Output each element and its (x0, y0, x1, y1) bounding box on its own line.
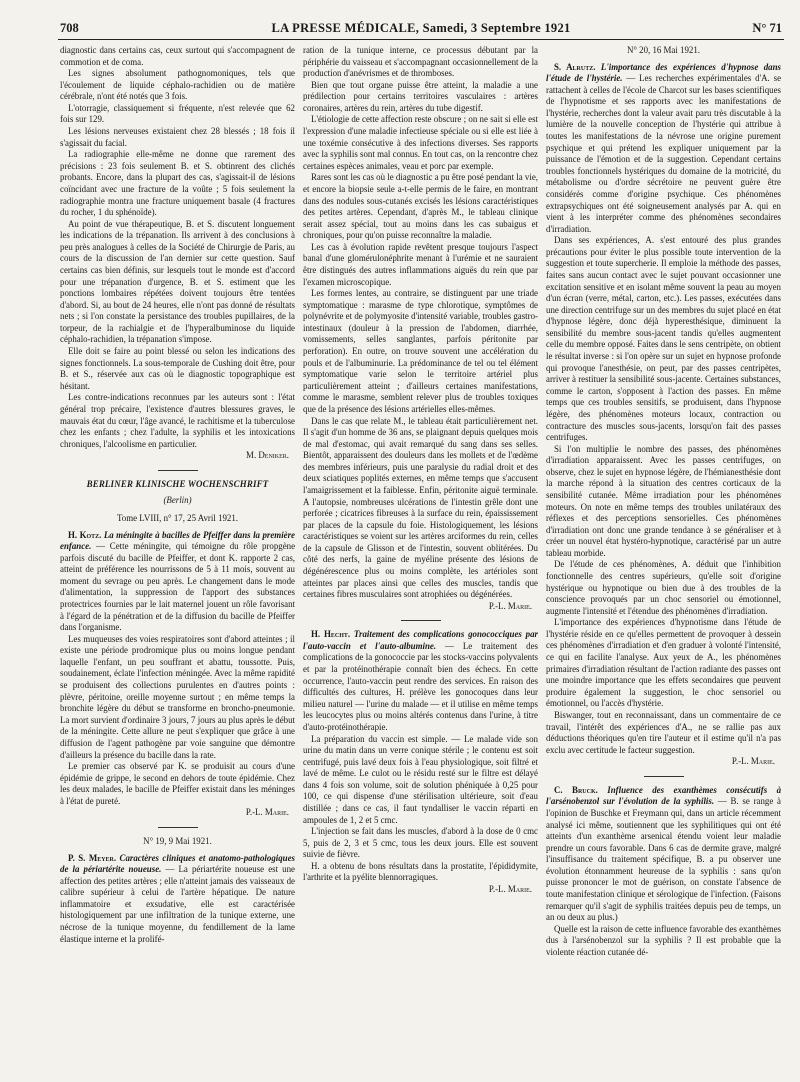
signature: P.-L. Marie. (488, 884, 532, 895)
paragraph: Elle doit se faire au point blessé ou selon les indications des signes fonctionnels. La sous-temporale de Cushing doit être, pour B. et S., réservée aux cas où le diagnostic topographique est hésitant. (60, 346, 295, 391)
paragraph: Si l'on multiplie le nombre des passes, des phénomènes d'irradiation apparaissent. Avec les passes centrifuges, on observe, chez le sujet en hypnose légère, de l'hémianesthésie dont la marche répond à la situation des centres corticaux de la sensibilité cutanée. Même irradiation pour les phénomènes moteurs. On note en même temps des troubles unilatéraux des réflexes et des perceptions sensorielles. Ces phénomènes d'irradiation ont donc une grande tendance à se généraliser et à créer un nouvel état hystéro-hypnotique, caractérisé par un autre tableau morbide. (546, 443, 781, 558)
article-text: — La périartérite noueuse est une affection des petites artères ; elle n'atteint jamais des vaisseaux de calibre supérieur à celui de l'artère hépatique. De nature inflammatoire et exsudative, elle est caractérisée histologiquement par une infiltration de la tunique externe, une nécrose de la tunique moyenne, du fendillement de la lame élastique interne et la prolifé- (60, 864, 295, 944)
section-divider (401, 620, 441, 621)
paragraph: H. a obtenu de bons résultats dans la prostatite, l'épididymite, l'arthrite et la pyélite blennorragiques. (303, 860, 538, 883)
issue-line: N° 20, 16 Mai 1921. (626, 45, 701, 55)
page-number: 708 (60, 21, 79, 35)
paragraph: Au point de vue thérapeutique, B. et S. discutent longuement les indications de la trépanation. Ils arrivent à des conclusions à peu près analogues à celles de la Société de Chirurgie de Paris, au cours de la discussion de l'an dernier sur cette question. Sauf certains cas bien définis, sur lesquels tout le monde est d'accord pour une trépanation d'urgence, B. et S. estiment que les ponctions lombaires répétées doivent toujours être tentées d'abord. Si, au bout de 24 heures, elle n'ont pas donné de résultats nets ; si l'on constate la persistance des troubles pupillaires, de la torpeur, de la rachialgie et de l'hyperalbuminose du liquide céphalo-rachidien, la trépanation s'impose. (60, 218, 295, 345)
article-paragraph (303, 629, 538, 733)
signature: P.-L. Marie. (731, 756, 775, 767)
paragraph: L'otorragie, classiquement si fréquente, n'est relevée que 62 fois sur 129. (60, 102, 295, 125)
paragraph: Les lésions nerveuses existaient chez 28 blessés ; 18 fois il s'agissait du facial. (60, 126, 295, 148)
article-text: — Le traitement des complications de la gonococcie par les stocks-vaccins polyvalents et par la protéinothérapie connaît bien des échecs. En cette occurrence, l'auto-vaccin peut rendre des services. En raison des difficultés des cultures, H. prélève les gonocoques dans leur milieu naturel — l'urine du malade — et il utilise en même temps les leucocytes plus ou moins altérés contenus dans l'urine, à titre d'auto-protéinothérapie. (303, 640, 538, 732)
article-author: P. S. Meyer. (68, 852, 117, 863)
column-1 (60, 45, 295, 945)
article-author: H. Hecht. (311, 629, 351, 640)
section-divider (644, 776, 684, 777)
article-paragraph (546, 62, 781, 236)
article-text: — B. se range à l'opinion de Buschke et Freymann qui, dans un article récemment analysé ici même, soutiennent que les syphilitiques qui ont été atteints d'un exanthème arsenical étendu voient leur maladie prendre un cours favorable. Dans 6 cas de dermite grave, malgré l'insuffisance du traitement spécifique, B. a pu observer une évolution étonnamment heureuse de la syphilis : sans qu'on puisse prononcer le mot de guérison, on constate l'absence de toute manifestation clinique et sérologique de l'infection. (Faisons remarquer qu'il s'agit de syphilis traitées depuis peu de temps, un an ou deux au plus.) (546, 796, 781, 923)
paragraph: Les muqueuses des voies respiratoires sont d'abord atteintes ; il existe une période prodromique plus ou moins longue pendant laquelle l'enfant, un peu souffrant et abattu, toussotte. Puis, soudainement, éclate l'infection méningée. Avec la même rapidité se produisent des collections purulentes en d'autres points : plèvre, péritoine, oreille moyenne surtout ; en même temps la bronchite légère du début se transforme en broncho-pneumonie. La mort survient d'ordinaire 3 jours, 7 jours au plus après le début de la méningite. Cette allure ne peut s'expliquer que grâce à une diffusion de l'agent pathogène par voie sanguine que démontre d'ailleurs la présence du bacille dans la rate. (60, 633, 295, 760)
paragraph: La préparation du vaccin est simple. — Le malade vide son urine du matin dans un verre conique stérile ; le contenu est soit centrifugé, puis lavé deux fois à l'eau physiologique, soit filtré et lavé de même. Le culot ou le résidu resté sur le filtre est délayé dans 4 fois son volume, soit de solution phéniquée à 0,25 pour 100, ce qui dispense d'une stérilisation ultérieure, soit d'eau distillée ; dans ce cas, il faut tyndalliser le vaccin réparti en ampoules de 1, 2 et 5 cmc. (303, 733, 538, 825)
article-title: La méningite à bacilles de Pfeiffer dans la première enfance. (60, 529, 295, 552)
signature: M. Deniker. (246, 450, 289, 461)
article-author: C. Bruck. (554, 784, 598, 795)
signature: P.-L. Marie. (245, 807, 289, 818)
page-header (60, 21, 782, 41)
header-rule (58, 39, 784, 40)
paragraph: diagnostic dans certains cas, ceux surtout qui s'accompagnent de commotion et de coma. (60, 45, 295, 67)
paragraph: Le premier cas observé par K. se produisit au cours d'une épidémie de grippe, le second en dehors de toute épidémie. Chez les deux malades, le bacille de Pfeiffer existait dans les méninges à l'état de pureté. (60, 761, 295, 806)
journal-city: (Berlin) (163, 495, 192, 506)
article-title: L'importance des expériences d'hypnose dans l'étude de l'hystérie. (546, 61, 782, 84)
article-title: Traitement des complications gonococciques par l'auto-vaccin et l'auto-albumine. (303, 629, 538, 651)
paragraph: Dans ses expériences, A. s'est entouré des plus grandes précautions pour éviter le plus possible toute intervention de la suggestion et toute supercherie. Il emploie la méthode des passes, faites sans aucun contact avec le sujet pouvant occasionner une excitation sensitive et en isolant même souvent la peau au moyen d'un écran (verre, métal, carton, etc.). Les passes, exécutées dans une direction centrifuge sur un des membres du sujet placé en état d'hypnose légère, donc déjà hyperesthésique, diminuent la sensibilité du membre sous-jacent tandis qu'elles augmentent celle du membre opposé. Faites dans le sens centripète, on obtient le résultat inverse : si l'on opère sur un sujet en hypnose profonde qui provoque l'anesthésie, on peut, par des passes centripètes, arriver à restituer la sensibilité sous-jacente. Certaines substances, comme le carton, s'opposent à l'action des passes. En même temps que ces troubles sensitifs, se produisent, dans l'hypnose légère, des phénomènes moteurs locaux, contraction ou contracture des muscles sous-jacents, lorsqu'on fait des passes centrifuges. (546, 235, 781, 443)
article-text: — Cette méningite, qui témoigne du rôle propgène parfois discuté du bacille de Pfeiffer, et dont K. rapporte 2 cas, atteint de préférence les nourrissons de 5 à 11 mois, souvent au moment du sevrage ou peu après. Le changement dans le mode d'alimentation, la suppression de l'apport des substances protectrices fournies par le lait maternel jouent un rôle favorisant à l'égard de la pénétration et de la diffusion du bacille de Pfeiffer dans l'organisme. (60, 541, 296, 633)
paragraph: ration de la tunique interne, ce processus débutant par la périphérie du vaisseau et s'accompagnant occasionnellement de la production d'anévrismes et de thromboses. (303, 45, 538, 79)
article-paragraph (546, 785, 781, 924)
issue-line: N° 19, 9 Mai 1921. (143, 836, 212, 846)
article-paragraph (60, 530, 295, 634)
paragraph: Les formes lentes, au contraire, se distinguent par une triade symptomatique : marasme de type chlorotique, symptômes de polynévrite et de polymyosite d'intensité variable, troubles gastro-intestinaux (douleur à la pression de l'abdomen, diarrhée, vomissements, selles sanglantes, parfois péritonite par perforation). En outre, on trouve souvent une accélération du pouls et de l'albuminurie. La prédominance de tel ou tel élément symptomatique varie selon le territoire artériel plus particulièrement atteint ; d'ailleurs certaines manifestations, comme le marasme, semblent relever plus de troubles toxiques que de la présence des lésions artérielles elles-mêmes. (303, 288, 538, 414)
paragraph: La radiographie elle-même ne donne que rarement des précisions : 23 fois seulement B. et S. obtinrent des clichés probants. Encore, dans la plupart des cas, s'agissait-il de lésions coïncidant avec une fracture de la voûte ; 5 fois seulement la radiographie montra une fracture uniquement basale (4 fractures du rocher, 1 du sphénoïde). (60, 149, 295, 218)
paragraph: Dans le cas que relate M., le tableau était particulièrement net. Il s'agit d'un homme de 36 ans, se plaignant depuis quelques mois de mal d'estomac, qui avait remarqué du sang dans ses selles. Bientôt, apparaissent des douleurs dans les mollets et de l'œdème des membres inférieurs, puis une paralysie du radial droit et des deux sciatiques poplités externes, en même temps que s'accusent l'amaigrissement et la faiblesse. Enfin, péritonite aiguë terminale. A l'autopsie, nombreuses ulcérations de l'intestin grêle dont une perforée ; cicatrices fibreuses à la surface du rein, épaississement par places de la capsule du foie. Histologiquement, les lésions caractéristiques se voient sur les artères arciformes du rein, celles de la capsule de Glisson et de l'intestin, souvent oblitérées. Du côté des nerfs, la gaine de myéline présente des lésions de dégénérescence plus ou moins complète, les artérioles sont atteintes par places ainsi que celles des muscles, tandis que certaines fibres musculaires sont atrophiées ou dégénérées. (303, 415, 538, 600)
paragraph: L'injection se fait dans les muscles, d'abord à la dose de 0 cmc 5, puis de 2, 3 et 5 cmc, tous les deux jours. Elle est souvent suivie de fièvre. (303, 826, 538, 860)
paragraph: Rares sont les cas où le diagnostic a pu être posé pendant la vie, et encore la biopsie seule a-t-elle permis de le faire, en montrant dans des nodules sous-cutanés excisés les lésions caractéristiques des petites artères. Cependant, d'après M., le tableau clinique serait assez spécial, tout au moins dans les cas subaigus et chroniques, pour qu'on puisse reconnaître la maladie. (303, 172, 538, 241)
article-author: H. Kotz. (68, 529, 102, 540)
journal-title: BERLINER KLINISCHE WOCHENSCHRIFT (86, 478, 269, 489)
section-divider (158, 470, 198, 471)
article-author: S. Alrutz. (554, 61, 596, 72)
article-title: Influence des exanthèmes consécutifs à l'arsénobenzol sur l'évolution de la syphilis. (546, 784, 782, 807)
masthead-title: LA PRESSE MÉDICALE, Samedi, 3 Septembre 1921 (271, 21, 571, 35)
column-2 (303, 45, 538, 896)
section-divider (158, 827, 198, 828)
paragraph: Les contre-indications reconnues par les auteurs sont : l'état général trop précaire, l'existence d'autres blessures graves, le mauvais état du cœur, l'âge avancé, le rachitisme et la tuberculose chez les enfants ; chez l'adulte, la syphilis et les intoxications chroniques, l'alcoolisme en particulier. (60, 392, 295, 449)
article-text: — Les recherches expérimentales d'A. se rattachent à celles de l'école de Charcot sur les bases scientifiques de l'hypnotisme et ses rapports avec les manifestations de l'hystérie, recherches dont la valeur avait paru très discutable à la lumière de la nouvelle conception de l'hystérie qui attribue à toutes les manifestations de la névrose une origine purement psychique et qui prétend les expliquer uniquement par la puissance de l'émotion et de la suggestion. Cependant certains troubles fonctionnels hystériques du domaine de la motricité, du métabolisme ou d'ordre sécrétoire ne peuvent guère être considérés comme d'origine psychique. Ces phénomènes extrapsychiques ont été soigneusement analysés par A. qui en vient à les interpréter comme des phénomènes secondaires d'irradiation. (546, 73, 782, 234)
paragraph: Les signes absolument pathognomoniques, tels que l'écoulement de liquide céphalo-rachidien ou de matière cérébrale, n'ont été notés que 3 fois. (60, 68, 295, 102)
issue-line: Tome LVIII, n° 17, 25 Avril 1921. (117, 512, 238, 523)
paragraph: L'étiologie de cette affection reste obscure ; on ne sait si elle est l'expression d'une maladie infectieuse spéciale ou si elle est liée à une toxémie consécutive à des infections diverses. Ses rapports avec la syphilis sont mal connus. En tout cas, on la rencontre chez certaines espèces animales, veau et porc par exemple. (303, 114, 538, 171)
paragraph: L'importance des expériences d'hypnotisme dans l'étude de l'hystérie réside en ce qu'elles permettent de provoquer à dessein ces phénomènes d'irradiation et d'en graduer à volonté l'intensité, ce qui en facilite l'analyse. Aux yeux de A., les phénomènes primaires d'irradiation résultant de l'action radiante des passes ont une moindre importance que les effets secondaires que peuvent produire également la suggestion, le choc sensoriel ou émotionnel, ou l'accès d'hystérie. (546, 617, 781, 709)
paragraph: Bien que tout organe puisse être atteint, la maladie a une prédilection pour certains territoires vasculaires : artères coronaires, artères du rein, artères du tube digestif. (303, 79, 538, 113)
issue-number: N° 71 (752, 21, 782, 35)
paragraph: Les cas à évolution rapide revêtent presque toujours l'aspect banal d'une glomérulonéphrite menant à l'urémie et ne sauraient être distingués des autres inflammations aiguës du rein que par l'examen microscopique. (303, 241, 538, 287)
column-3 (546, 45, 781, 959)
article-title: Caractères cliniques et anatomo-pathologiques de la périartérite noueuse. (60, 852, 296, 875)
paragraph: Quelle est la raison de cette influence favorable des exanthèmes dus à l'arsénobenzol sur la syphilis ? Il est probable que la violente réaction cutanée dé- (546, 923, 781, 957)
signature: P.-L. Marie. (488, 600, 532, 611)
paragraph: Biswanger, tout en reconnaissant, dans un commentaire de ce travail, l'intérêt des expériences d'A., ne se rallie pas aux déductions théoriques qu'en tire l'auteur et il estime qu'il n'a pas exclu avec certitude le facteur suggestion. (546, 709, 781, 755)
paragraph: De l'étude de ces phénomènes, A. déduit que l'inhibition fonctionnelle des centres supérieurs, qu'elle soit d'origine hystérique ou hypnotique ou bien due à des troubles de la conscience provoqués par un choc sensoriel ou émotionnel, augmente l'intensité et l'étendue des phénomènes d'irradiation. (546, 559, 781, 616)
article-paragraph (60, 853, 295, 946)
